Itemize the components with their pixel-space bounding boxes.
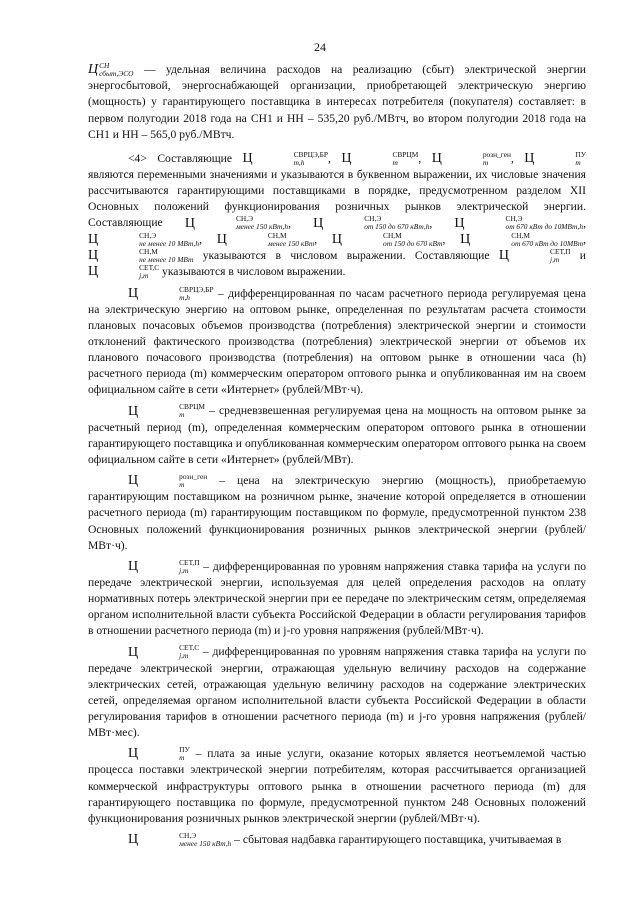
formula-symbol: Ц СН,М от 670 кВт до 10МВт xyxy=(460,230,584,248)
formula-symbol: Ц ПУ m xyxy=(524,149,586,167)
paragraph-components-note: <4> Составляющие Ц СВРЦЭ,БР m,h , Ц СВРЦМ m , Ц розн_ген m , Ц ПУ m являются переменными значениями и указываются в буквенном выражении, их числовые значения рассчитываются гарантирующими поставщиками в порядке, предусмотренном разделом XII Основных положений функционирования розничных рынков электрической энергии. Составляющие Ц СН,Э менее 150 кВт,h , Ц СН,Э от 150 до 670 кВт,h , Ц СН,Э от 670 кВт до 10МВт,h , Ц СН,Э не менее 10 МВт,h , Ц СН,М менее 150 кВт , Ц СН,М от 150 до 670 кВт , Ц СН,М от 670 кВт до 10МВт , Ц СН,М не менее 10 МВт указываются в числовом выражении. Составляющие Ц СЕТ,П j,m и Ц СЕТ,С j,m указываются в числовом выражении. xyxy=(88,149,586,281)
formula-symbol: Ц СВРЦМ m xyxy=(341,149,419,167)
formula-symbol: Ц СН,М не менее 10 МВт xyxy=(88,246,194,264)
formula-symbol-group: Ц СЕТ,П j,m и Ц СЕТ,С j,m xyxy=(88,246,586,281)
formula-symbol: Ц СН,Э от 670 кВт до 10МВт,h xyxy=(454,214,584,232)
formula-symbol-group: Ц СВРЦЭ,БР m,h , Ц СВРЦМ m , Ц розн_ген m , Ц ПУ m xyxy=(242,149,586,167)
formula-symbol: Ц СН,Э менее 150 кВт,h xyxy=(128,830,232,848)
formula-symbol: Ц СЕТ,П j,m xyxy=(128,557,200,575)
definition-paragraph: Ц СЕТ,П j,m – дифференцированная по уровням напряжения ставка тарифа на услуги по передаче электрической энергии, используемая для целей определения расходов на оплату нормативных потерь электрической энергии при ее передаче по электрическим сетям, определяемая органом исполнительной власти субъекта Российской Федерации в области регулирования тарифов в отношении расчетного периода (m) и j-го уровня напряжения (рублей/МВт·ч). xyxy=(88,557,586,638)
formula-symbol: Ц розн_ген m xyxy=(431,149,511,167)
definition-paragraph: Ц СВРЦЭ,БР m,h – дифференцированная по часам расчетного периода регулируемая цена на электрическую энергию на оптовом рынке, определенная по результатам расчета стоимости плановых почасовых объемов производства (потребления) электрической энергии и стоимости отклонений фактического производства (потребления) электрической энергии от объемов их планового почасового производства (потребления) на оптовом рынке в отношении часа (h) расчетного периода (m) коммерческим оператором оптового рынка и опубликованная им на своем официальном сайте в сети «Интернет» (рублей/МВт·ч). xyxy=(88,284,586,397)
formula-symbol: Ц СВРЦЭ,БР m,h xyxy=(242,149,328,167)
definition-paragraph: Ц ПУ m – плата за иные услуги, оказание которых является неотъемлемой частью процесса поставки электрической энергии потребителям, которая рассчитывается организацией коммерческой инфраструктуры оптового рынка в отношении расчетного периода (m) для гарантирующего поставщика по формуле, предусмотренной пунктом 248 Основных положений функционирования розничных рынков электрической энергии (рублей/МВт·ч). xyxy=(88,745,586,825)
definition-paragraph: Ц СЕТ,С j,m – дифференцированная по уровням напряжения ставка тарифа на услуги по передаче электрической энергии, отражающая удельную величину расходов на содержание электрических сетей, отражающая удельную величину расходов на содержание электрических сетей, определяемая органом исполнительной власти субъекта Российской Федерации в области регулирования тарифов в отношении расчетного периода (m) и j-го уровня напряжения (рублей/МВт·мес). xyxy=(88,643,586,740)
definition-paragraph: Ц СН,Э менее 150 кВт,h – сбытовая надбавка гарантирующего поставщика, учитываемая в xyxy=(128,830,562,848)
formula-symbol: Ц ПУ m xyxy=(128,745,190,763)
definitions-list xyxy=(88,286,586,849)
formula-symbol: Ц СВРЦМ m xyxy=(128,402,206,420)
paragraph-sbyt-rate: Ц СН сбыт,ЭСО — удельная величина расходов на реализацию (сбыт) электрической энергии энергосбытовой, энергоснабжающей организации, приобретающей электрическую энергию (мощность) у гарантирующего поставщика в интересах потребителя (покупателя) составляет: в первом полугодии 2018 года на СН1 и НН – 535,20 руб./МВтч, во втором полугодии 2018 года на СН1 и НН – 565,0 руб./МВтч. xyxy=(88,61,586,141)
definition-paragraph: Ц розн_ген m – цена на электрическую энергию (мощность), приобретаемую гарантирующим поставщиком на розничном рынке, значение которой определяется в отношении расчетного периода (m) гарантирующим поставщиком по формуле, предусмотренной пунктом 238 Основных положений функционирования розничных рынков электрической энергии (рублей/МВт·ч). xyxy=(88,472,586,552)
formula-symbol: Ц СЕТ,С j,m xyxy=(128,643,200,661)
formula-symbol: Ц СН,М от 150 до 670 кВт xyxy=(331,230,443,248)
formula-symbol: Ц розн_ген m xyxy=(128,472,208,489)
formula-symbol: Ц СН,М менее 150 кВт xyxy=(216,230,315,248)
formula-symbol: Ц СН,Э менее 150 кВт,h xyxy=(184,214,289,232)
formula-symbol-group: Ц СН,Э менее 150 кВт,h , Ц СН,Э от 150 до 670 кВт,h , Ц СН,Э от 670 кВт до 10МВт,h , Ц СН,Э не менее 10 МВт,h , Ц СН,М менее 150 кВт , Ц СН,М от 150 до 670 кВт , Ц СН,М от 670 кВт до 10МВт , Ц СН,М не менее 10 МВт xyxy=(88,214,586,264)
document-body xyxy=(88,62,586,848)
formula-symbol: Ц СЕТ,П j,m xyxy=(498,246,571,264)
formula-symbol: Ц СН сбыт,ЭСО xyxy=(88,61,134,78)
formula-symbol: Ц СЕТ,С j,m xyxy=(88,263,160,281)
page-number: 24 xyxy=(314,40,326,54)
formula-symbol: Ц СВРЦЭ,БР m,h xyxy=(128,284,214,302)
formula-symbol: Ц СН,Э не менее 10 МВт,h xyxy=(88,230,200,248)
definition-paragraph: Ц СВРЦМ m – средневзвешенная регулируемая цена на мощность на оптовом рынке за расчетный период (m), определенная коммерческим оператором оптового рынка в отношении гарантирующего поставщика и опубликованная коммерческим оператором оптового рынка на своем официальном сайте в сети «Интернет» (рублей/МВт). xyxy=(88,402,586,466)
formula-symbol: Ц СН,Э от 150 до 670 кВт,h xyxy=(313,214,430,232)
